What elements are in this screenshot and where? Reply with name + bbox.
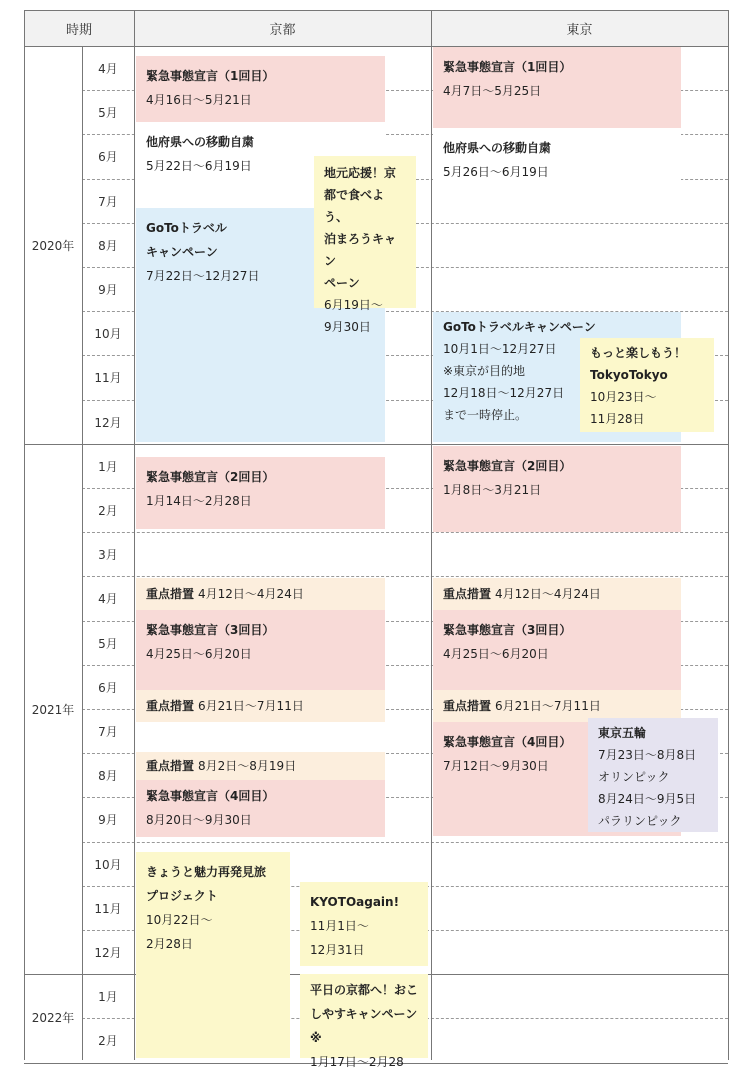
month-label: 9月 bbox=[98, 812, 118, 827]
kyoto-rediscover-project bbox=[136, 852, 290, 1058]
row-divider bbox=[82, 532, 728, 533]
month-label: 8月 bbox=[98, 768, 118, 783]
header-period: 時期 bbox=[24, 10, 134, 46]
tokyo-emergency-3 bbox=[433, 610, 681, 690]
event-title: きょうと魅力再発見旅 bbox=[146, 865, 267, 879]
event-title: KYOTOagain! bbox=[310, 895, 400, 909]
event-dates: 4月16日～5月21日 bbox=[146, 93, 252, 107]
event-dates: 6月21日～7月11日 bbox=[495, 699, 601, 713]
month-label: 7月 bbox=[98, 194, 118, 209]
month-label: 8月 bbox=[98, 238, 118, 253]
event-title: 東京五輪 bbox=[598, 726, 647, 740]
column-divider bbox=[134, 10, 135, 1060]
event-dates: 10月1日～12月27日 bbox=[443, 342, 557, 356]
event-dates: 10月22日～ bbox=[146, 913, 213, 927]
kyoto-emergency-4 bbox=[136, 780, 385, 837]
year-label: 2021年 bbox=[31, 702, 75, 717]
event-title: 重点措置 bbox=[443, 587, 492, 601]
event-dates: 8月2日～8月19日 bbox=[198, 759, 297, 773]
event-title: 地元応援！京 bbox=[324, 166, 397, 180]
event-dates: 7月22日～12月27日 bbox=[146, 269, 260, 283]
event-dates: 6月19日～ bbox=[324, 298, 383, 312]
event-dates: 12月18日～12月27日 bbox=[443, 386, 565, 400]
event-dates: 4月12日～4月24日 bbox=[198, 587, 304, 601]
event-dates: 5月22日～6月19日 bbox=[146, 159, 252, 173]
month-label: 10月 bbox=[94, 326, 122, 341]
event-dates: 11月1日～ bbox=[310, 919, 369, 933]
event-dates: 12月31日 bbox=[310, 943, 365, 957]
tokyo-motto-tokyo bbox=[580, 338, 714, 432]
month-label: 5月 bbox=[98, 105, 118, 120]
event-title: 緊急事態宣言（3回目） bbox=[443, 623, 572, 637]
event-dates: 4月25日～6月20日 bbox=[146, 647, 252, 661]
event-title: ペーン bbox=[324, 276, 360, 290]
event-title: 重点措置 bbox=[146, 759, 195, 773]
event-title: 緊急事態宣言（1回目） bbox=[443, 60, 572, 74]
month-label: 5月 bbox=[98, 636, 118, 651]
tokyo-olympics bbox=[588, 718, 718, 832]
event-title: GoToトラベル bbox=[146, 221, 227, 235]
kyoto-emergency-1 bbox=[136, 56, 385, 122]
year-label: 2020年 bbox=[31, 238, 75, 253]
event-title: 緊急事態宣言（4回目） bbox=[443, 735, 572, 749]
column-divider bbox=[728, 10, 729, 1060]
event-dates: 6月21日～7月11日 bbox=[198, 699, 304, 713]
event-dates: 4月25日～6月20日 bbox=[443, 647, 549, 661]
event-title: 重点措置 bbox=[146, 699, 195, 713]
event-title: キャンペーン bbox=[146, 245, 218, 259]
month-label: 7月 bbox=[98, 724, 118, 739]
event-dates: 7月23日～8月8日 bbox=[598, 748, 697, 762]
event-dates: 9月30日 bbox=[324, 320, 371, 334]
event-dates: 7月12日～9月30日 bbox=[443, 759, 549, 773]
event-dates: 4月12日～4月24日 bbox=[495, 587, 601, 601]
event-note: まで一時停止。 bbox=[443, 408, 528, 422]
event-title: プロジェクト bbox=[146, 889, 218, 903]
event-title: 重点措置 bbox=[146, 587, 195, 601]
header-kyoto: 京都 bbox=[134, 10, 431, 46]
event-title: 都で食べよう、 bbox=[324, 188, 385, 224]
event-title: 平日の京都へ！おこ bbox=[310, 983, 419, 997]
event-title: 緊急事態宣言（4回目） bbox=[146, 789, 275, 803]
tokyo-emergency-2 bbox=[433, 446, 681, 532]
event-title: GoToトラベルキャンペーン bbox=[443, 320, 596, 334]
event-title: 他府県への移動自粛 bbox=[146, 135, 255, 149]
event-dates: 10月23日～ bbox=[590, 390, 657, 404]
event-note: オリンピック bbox=[598, 770, 670, 784]
month-label: 1月 bbox=[98, 459, 118, 474]
event-title: 緊急事態宣言（2回目） bbox=[443, 459, 572, 473]
month-label: 2月 bbox=[98, 503, 118, 518]
event-title: 泊まろうキャン bbox=[324, 232, 397, 268]
tokyo-emergency-1 bbox=[433, 47, 681, 128]
tokyo-priority-1 bbox=[433, 578, 681, 610]
event-title: 重点措置 bbox=[443, 699, 492, 713]
month-label: 2月 bbox=[98, 1033, 118, 1048]
kyoto-emergency-3 bbox=[136, 610, 385, 690]
kyoto-kyotoagain bbox=[300, 882, 428, 966]
event-title: もっと楽しもう！ bbox=[590, 346, 687, 360]
month-label: 4月 bbox=[98, 591, 118, 606]
kyoto-emergency-2 bbox=[136, 457, 385, 529]
event-dates: 11月28日 bbox=[590, 412, 645, 426]
event-title: 他府県への移動自粛 bbox=[443, 141, 552, 155]
event-dates: 1月14日～2月28日 bbox=[146, 494, 252, 508]
event-title: TokyoTokyo bbox=[590, 368, 668, 382]
event-note: パラリンピック bbox=[598, 814, 682, 828]
event-dates: 8月24日～9月5日 bbox=[598, 792, 697, 806]
year-label: 2022年 bbox=[31, 1010, 75, 1025]
row-divider bbox=[24, 10, 728, 11]
kyoto-weekday-campaign bbox=[300, 974, 428, 1069]
row-divider bbox=[82, 842, 728, 843]
month-label: 4月 bbox=[98, 61, 118, 76]
month-label: 3月 bbox=[98, 547, 118, 562]
column-divider bbox=[431, 10, 432, 1060]
month-label: 11月 bbox=[94, 901, 122, 916]
kyoto-priority-3 bbox=[136, 752, 385, 780]
month-label: 9月 bbox=[98, 282, 118, 297]
event-dates: 2月28日 bbox=[146, 937, 193, 951]
month-label: 1月 bbox=[98, 989, 118, 1004]
event-dates: 1月8日～3月21日 bbox=[443, 483, 542, 497]
event-title: 緊急事態宣言（2回目） bbox=[146, 470, 275, 484]
month-label: 6月 bbox=[98, 149, 118, 164]
event-title: しやすキャンペーン※ bbox=[310, 1007, 418, 1045]
event-dates: 8月20日～9月30日 bbox=[146, 813, 252, 827]
month-label: 10月 bbox=[94, 857, 122, 872]
event-dates: 5月26日～6月19日 bbox=[443, 165, 549, 179]
kyoto-priority-1 bbox=[136, 578, 385, 610]
event-dates: 1月17日～2月28 bbox=[310, 1055, 404, 1069]
kyoto-local-support bbox=[314, 156, 416, 334]
event-title: 緊急事態宣言（1回目） bbox=[146, 69, 275, 83]
kyoto-priority-2 bbox=[136, 690, 385, 722]
event-dates: 4月7日～5月25日 bbox=[443, 84, 542, 98]
month-label: 6月 bbox=[98, 680, 118, 695]
event-note: ※東京が目的地 bbox=[443, 364, 526, 378]
tokyo-self-restraint bbox=[433, 128, 681, 184]
month-label: 11月 bbox=[94, 370, 122, 385]
month-label: 12月 bbox=[94, 945, 122, 960]
month-label: 12月 bbox=[94, 415, 122, 430]
header-tokyo: 東京 bbox=[431, 10, 728, 46]
row-divider bbox=[82, 576, 728, 577]
event-title: 緊急事態宣言（3回目） bbox=[146, 623, 275, 637]
